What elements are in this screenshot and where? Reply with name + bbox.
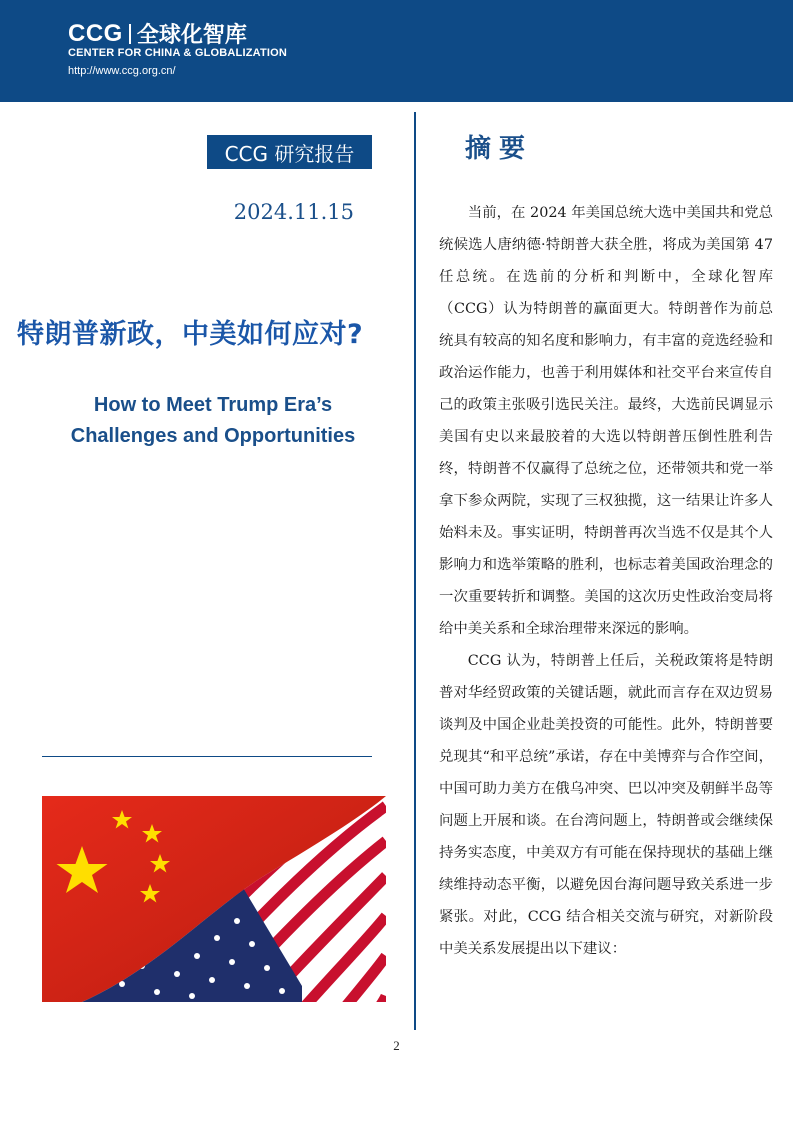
abstract-heading: 摘要 [465, 134, 534, 164]
china-usa-flags-icon [42, 796, 386, 1002]
report-date: 2024.11.15 [233, 200, 354, 224]
report-title-chinese: 特朗普新政，中美如何应对? [17, 319, 364, 350]
abstract-paragraph-2: CCG 认为，特朗普上任后，关税政策将是特朗普对华经贸政策的关键话题，就此而言存在双边贸易谈判及中国企业赴美投资的可能性。此外，特朗普要兑现其“和平总统”承诺，存在中美博弈与合作空间，中国可助力美方在俄乌冲突、巴以冲突及朝鲜半岛等问题上开展和谈。在台湾问题上，特朗普或会继续保持务实态度，中美双方有可能在保持现状的基础上继续维持动态平衡，以避免因台海问题导致关系进一步紧张。对此，CCG 结合相关交流与研究，对新阶段中美关系发展提出以下建议： [439, 653, 773, 957]
header-divider [0, 100, 793, 102]
abstract-paragraph-1: 当前，在 2024 年美国总统大选中美国共和党总统候选人唐纳德·特朗普大获全胜，将成为美国第 47 任总统。在选前的分析和判断中，全球化智库（CCG）认为特朗普的赢面更大。特朗普作为前总统具有较高的知名度和影响力，有丰富的竞选经验和政治运作能力，也善于利用媒体和社交平台来宣传自己的政策主张吸引选民关注。最终，大选前民调显示美国有史以来最胶着的大选以特朗普压倒性胜利告终，特朗普不仅赢得了总统之位，还带领共和党一举拿下参众两院，实现了三权独揽，这一结果让许多人始料未及。事实证明，特朗普再次当选不仅是其个人影响力和选举策略的胜利，也标志着美国政治理念的一次重要转折和调整。美国的这次历史性政治变局将给中美关系和全球治理带来深远的影响。 [439, 205, 773, 637]
ccg-logo[interactable] [68, 18, 287, 59]
logo-separator [129, 24, 131, 44]
cover-rule [42, 756, 372, 757]
logo-ccg-text: CCG [68, 19, 123, 47]
website-link[interactable]: http://www.ccg.org.cn/ [68, 65, 176, 77]
report-badge: CCG 研究报告 [207, 135, 372, 169]
header-banner [0, 0, 793, 100]
logo-english-text: CENTER FOR CHINA & GLOBALIZATION [68, 47, 288, 59]
logo-chinese-text: 全球化智库 [136, 23, 247, 48]
title-english-line-1: How to Meet Trump Era’s [93, 394, 333, 416]
page-number: 2 [393, 1038, 400, 1053]
title-english-line-2: Challenges and Opportunities [70, 425, 356, 447]
abstract-body [439, 197, 773, 965]
report-title-english [30, 390, 396, 452]
column-divider [414, 112, 416, 1030]
